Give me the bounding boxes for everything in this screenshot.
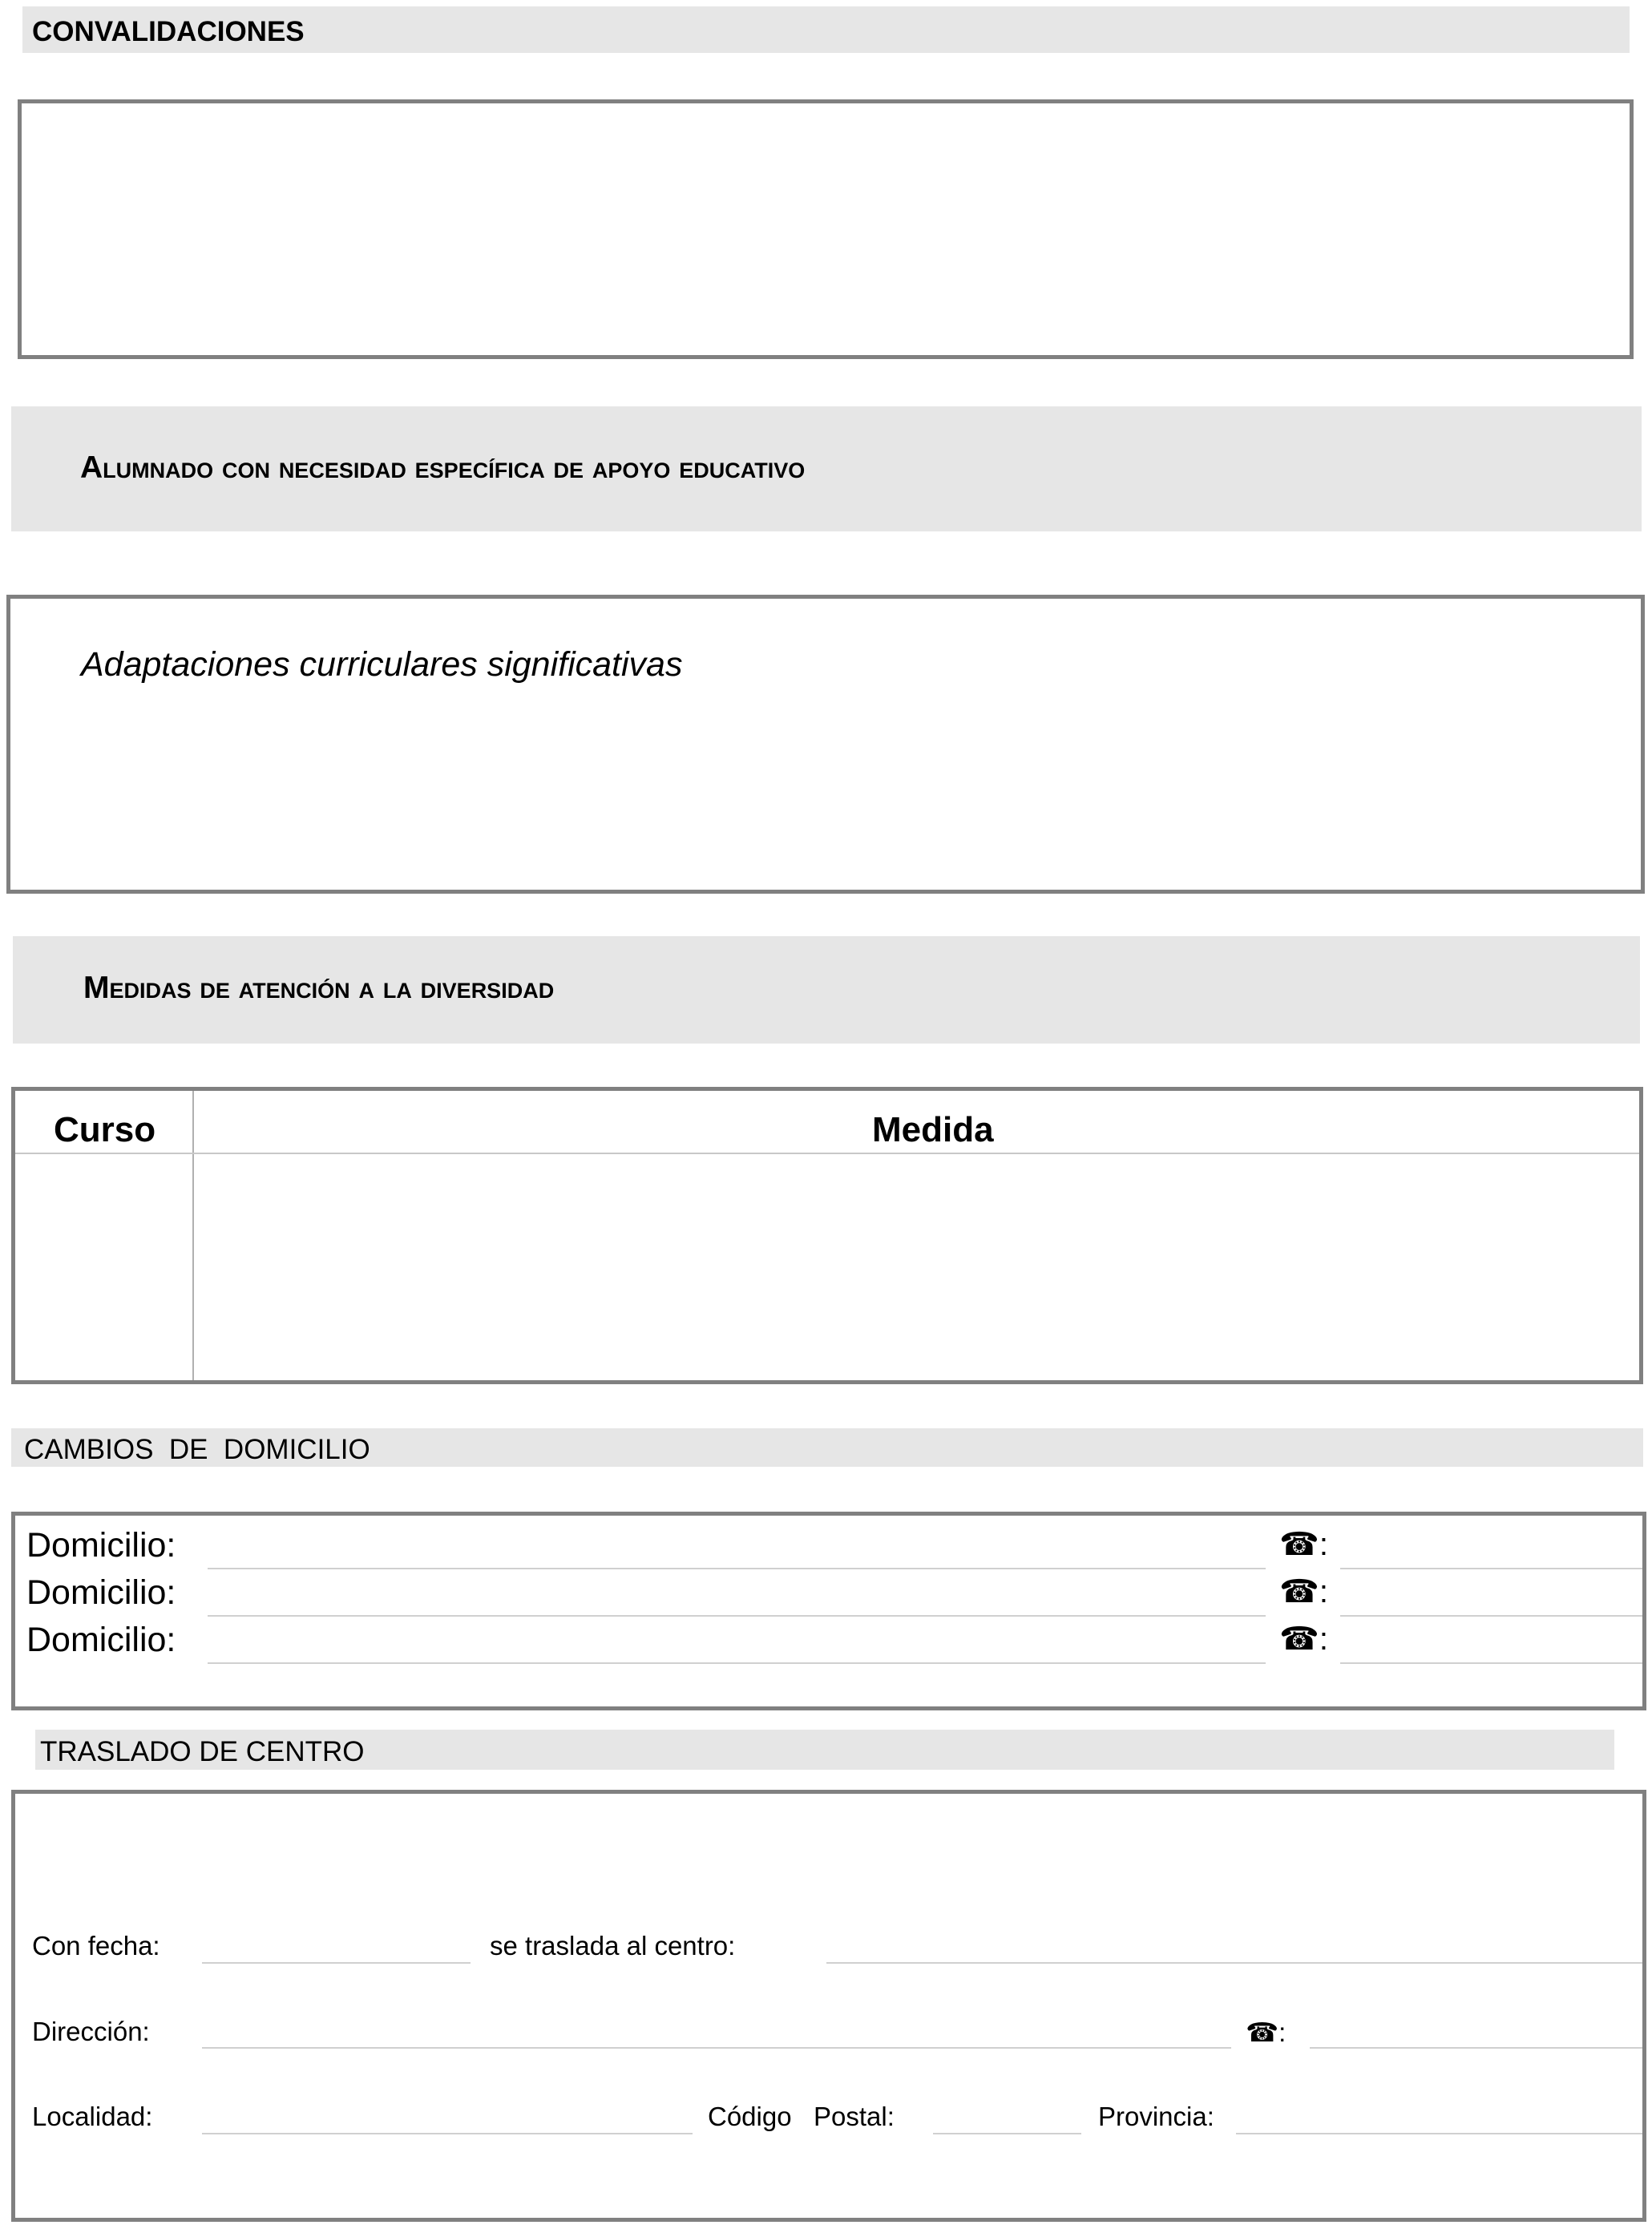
codigo-postal-field[interactable] — [933, 2133, 1081, 2134]
phone-icon: ☎: — [1279, 1573, 1328, 1610]
telefono-field[interactable] — [1340, 1615, 1642, 1617]
provincia-label: Provincia: — [1098, 2102, 1214, 2131]
telefono-field[interactable] — [1340, 1568, 1642, 1569]
domicilio-field[interactable] — [208, 1662, 1266, 1664]
diversidad-header — [13, 936, 1640, 1044]
convalidaciones-title: CONVALIDACIONES — [32, 16, 305, 47]
diversidad-table — [11, 1087, 1643, 1384]
domicilio-label: Domicilio: — [26, 1526, 176, 1565]
fecha-field[interactable] — [202, 1962, 471, 1964]
neae-title: Alumnado con necesidad específica de apoyo educativo — [80, 450, 806, 485]
neae-item-label: Adaptaciones curriculares significativas — [81, 645, 683, 684]
domicilio-header — [11, 1428, 1643, 1467]
table-cell-curso[interactable] — [15, 1155, 192, 1380]
telefono-field[interactable] — [1340, 1662, 1642, 1664]
direccion-label: Dirección: — [32, 2017, 150, 2046]
neae-box[interactable] — [6, 595, 1645, 894]
telefono-field[interactable] — [1310, 2047, 1642, 2049]
localidad-field[interactable] — [202, 2133, 693, 2134]
traslado-title: TRASLADO DE CENTRO — [40, 1736, 365, 1767]
neae-header — [11, 406, 1642, 531]
domicilio-box — [11, 1512, 1646, 1710]
postal-label: Postal: — [814, 2102, 895, 2131]
convalidaciones-header — [22, 6, 1630, 53]
domicilio-field[interactable] — [208, 1568, 1266, 1569]
centro-field[interactable] — [826, 1962, 1642, 1964]
domicilio-field[interactable] — [208, 1615, 1266, 1617]
domicilio-title: CAMBIOS DE DOMICILIO — [24, 1434, 370, 1465]
provincia-field[interactable] — [1236, 2133, 1642, 2134]
diversidad-title: Medidas de atención a la diversidad — [83, 971, 555, 1005]
con-fecha-label: Con fecha: — [32, 1931, 160, 1961]
table-cell-medida[interactable] — [195, 1155, 1639, 1380]
convalidaciones-box[interactable] — [18, 99, 1634, 359]
domicilio-label: Domicilio: — [26, 1621, 176, 1659]
phone-icon: ☎: — [1279, 1621, 1328, 1658]
phone-icon: ☎: — [1246, 2017, 1286, 2048]
table-col-divider — [192, 1091, 194, 1380]
phone-icon: ☎: — [1279, 1526, 1328, 1563]
traslado-box — [11, 1790, 1646, 2222]
localidad-label: Localidad: — [32, 2102, 153, 2131]
traslado-header — [35, 1730, 1614, 1770]
table-header-divider — [15, 1153, 1639, 1154]
codigo-label: Código — [708, 2102, 792, 2131]
se-traslada-label: se traslada al centro: — [490, 1931, 736, 1961]
direccion-field[interactable] — [202, 2047, 1231, 2049]
column-header-medida: Medida — [872, 1110, 994, 1149]
domicilio-label: Domicilio: — [26, 1573, 176, 1612]
column-header-curso: Curso — [54, 1110, 156, 1149]
